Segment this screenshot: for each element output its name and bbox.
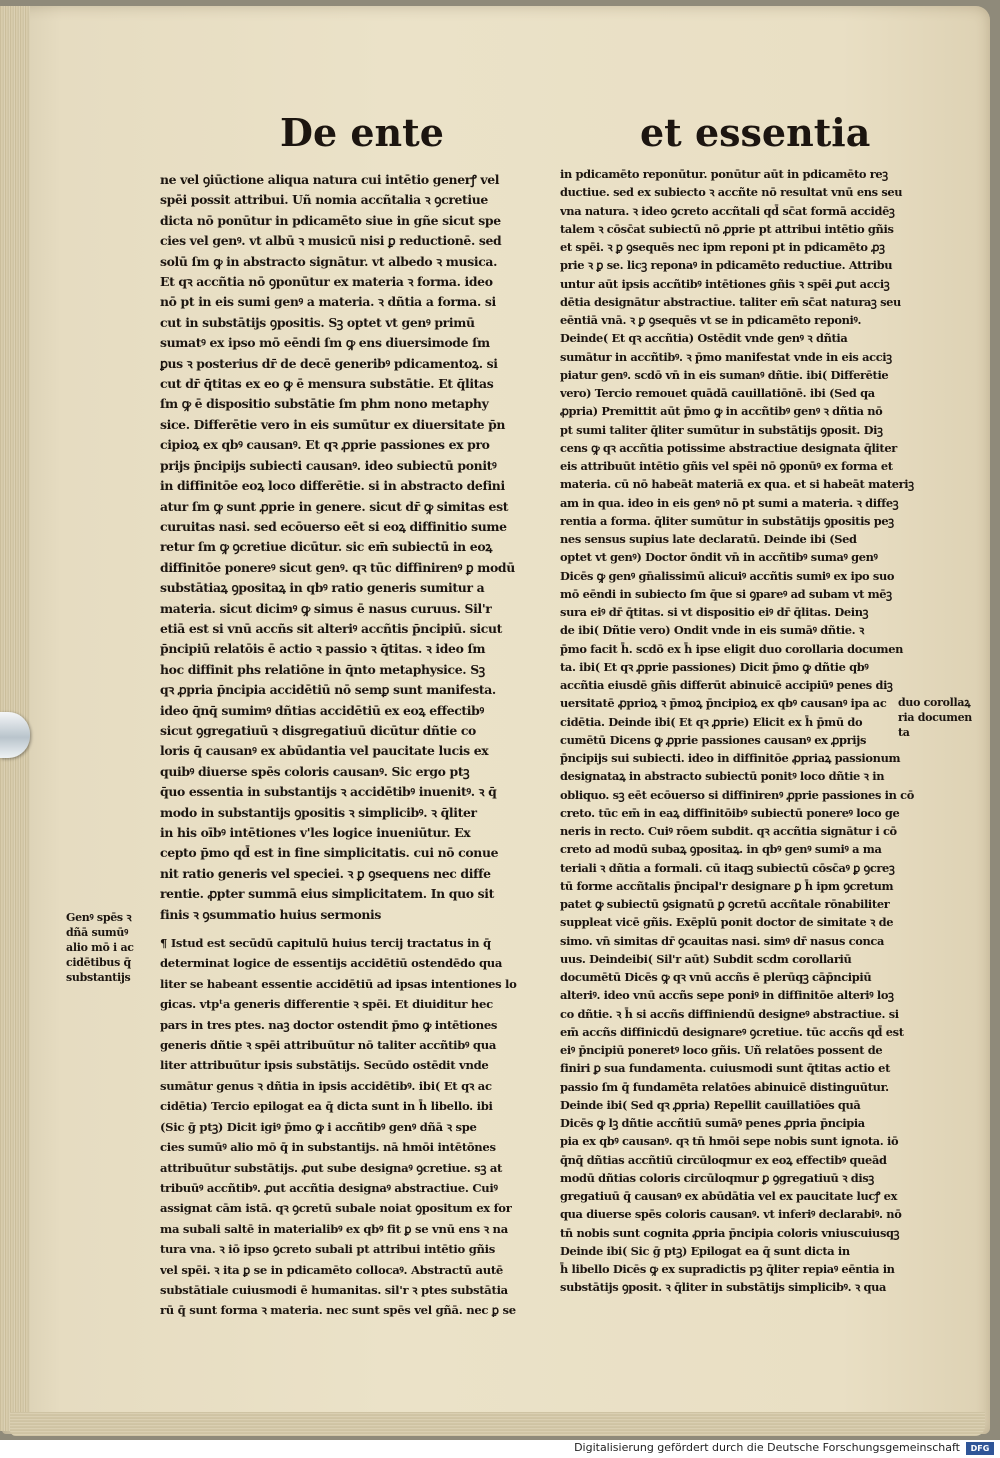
commentary-line: passio ſm q̄ fundamēta relatōes abinuicē distinguūtur. [560,1079,889,1094]
text-line: diffinitōe ponereꝰ sicut genꝰ. qꝛ tūc diffinirenꝰ ꝑ modū [160,559,515,575]
commentary-line: Deinde( Et qꝛ accñtia) Ostēdit vnde genꝰ ꝛ dñtia [560,331,848,346]
margin-note-line: dñā sumūꝰ [66,926,128,939]
commentary-line: gregatiuū q̄ causanꝰ ex abūdātia vel ex paucitate lucꝭ ex [560,1189,898,1203]
commentary-line: alteriꝰ. ideo vnū accñs sepe poniꝰ in diffinitōe alteriꝰ loꝫ [560,988,894,1003]
text-line: nit ratio generis vel speciei. ꝛ ꝑ ꝯsequens nec diffe [160,865,491,881]
commentary-line: co dñtie. ꝛ h̄ si accñs diffiniendū designeꝰ abstractiue. si [560,1006,899,1021]
text-line: cut in substātijs ꝯpositis. Sꝫ optet vt genꝰ primū [160,314,475,330]
margin-note-line: cidētibus q̄ [66,956,131,969]
text-line: atur ſm ꝙ sunt ꝓprie in genere. sicut dr̄ ꝙ simitas est [160,498,509,514]
right-text-column [560,165,930,1297]
commentary-line: in pdicamēto reponūtur. ponūtur aūt in pdicamēto reꝫ [560,167,888,181]
text-line: in his oībꝰ intētiones v'les logice inueniūtur. Ex [160,825,471,840]
running-head [0,110,1000,170]
commentary-line: optet vt genꝰ) Doctor ōndit vn̄ in accñtibꝰ sumaꝰ genꝰ [560,550,878,565]
commentary-line: simo. vn̄ simitas dr̄ ꝯcauitas nasi. simꝰ dr̄ nasus conca [560,933,885,948]
text-line: loris q̄ causanꝰ ex abūdantia vel paucitate lucis ex [160,743,489,759]
commentary-line: untur aūt ipsis accñtibꝰ intētiones gñis ꝛ spēi ꝓut acciꝫ [560,276,890,291]
commentary-line: rentia a forma. q̄liter sumūtur in substātijs ꝯpositis peꝫ [560,513,894,528]
commentary-line: generis dñtie ꝛ spēi attribuūtur nō taliter accñtibꝰ qua [160,1038,497,1053]
text-line: dicta nō ponūtur in pdicamēto siue in gñe sicut spe [160,212,501,228]
commentary-line: suppleat vicē gñis. Exēplū ponit doctor de simitate ꝛ de [560,915,894,930]
margin-note-line: ta [898,726,910,739]
commentary-line: pt sumi taliter q̄liter sumūtur in substātijs ꝯposit. Diꝫ [560,422,883,437]
text-line: p̄ncipiū relatōis ē actio ꝛ passio ꝛ q̄titas. ꝛ ideo ſm [160,641,486,657]
commentary-line: liter se habeant essentie accidētiū ad ipsas intentiones lo [160,976,517,991]
commentary-line: dētia designātur abstractiue. taliter em̄ sc̄at naturaꝫ seu [560,294,901,309]
dfg-logo-icon: DFG [966,1442,994,1455]
running-head-right: et essentia [640,110,871,155]
commentary-line: sura eiꝰ dr̄ q̄titas. si vt dispositio eiꝰ dr̄ q̄litas. Deinꝫ [560,605,869,619]
text-line: retur ſm ꝙ ꝯcretiue dicūtur. sic em̄ subiectū in eoꝝ [160,539,493,555]
text-line: sice. Differētie vero in eis sumūtur ex diuersitate p̄n [160,416,506,432]
text-line: materia. sicut dicimꝰ ꝙ simus ē nasus curuus. Sil'r [160,600,492,616]
margin-note-line: duo corollaꝝ [898,696,971,709]
commentary-line: am in qua. ideo in eis genꝰ nō pt sumi a materia. ꝛ diffeꝫ [560,495,899,510]
digitization-footer [0,1440,1000,1458]
commentary-line: modū dñtias coloris circūloqmur ꝑ ꝯgregatiuū ꝛ disꝫ [560,1170,874,1185]
commentary-line: liter attribuūtur ipsis substātijs. Secūdo ostēdit vnde [160,1058,489,1073]
commentary-line: cumētū Dicens ꝙ ꝓprie passiones causanꝰ ex ꝓprijs [560,732,867,747]
commentary-line: creto. tūc em̄ in eaꝝ diffinitōibꝰ subiectū ponereꝰ loco ge [560,805,900,820]
commentary-line: eēntiā vnā. ꝛ ꝑ ꝯsequēs vt se in pdicamēto reponiꝰ. [560,313,862,327]
commentary-line: (Sic ḡ ptꝫ) Dicit igiꝰ p̄mo ꝙ i accñtibꝰ genꝰ dñā ꝛ spe [160,1119,477,1134]
text-line: etiā est si vnū accñs sit alteriꝰ accñtis p̄ncipiū. sicut [160,620,502,636]
commentary-line: vna natura. ꝛ ideo ꝯcreto accñtali qd̄ sc̄at formā accidēꝫ [560,203,895,218]
text-line: cipioꝝ ex qbꝰ causanꝰ. Et qꝛ ꝓprie passiones ex pro [160,437,490,453]
commentary-line: cidētia) Tercio epilogat ea q̄ dicta sunt in h̄ libello. ibi [160,1099,493,1114]
text-line: qꝛ ꝓpria p̄ncipia accidētiū nō semꝑ sunt manifesta. [160,682,496,698]
commentary-line: Deinde ibi( Sed qꝛ ꝓpria) Repellit cauillatiōes quā [560,1097,861,1112]
commentary-line: mō eēndi in subiecto ſm q̄ue si ꝯpareꝰ ad subam vt mēꝫ [560,586,892,601]
commentary-line: accñtia eiusdē gñis differūt abinuicē accipiūꝰ penes diꝫ [560,678,893,692]
commentary-line: documētū Dicēs ꝙ qꝛ vnū accñs ē plerūqꝫ cāp̄ncipiū [560,970,872,984]
commentary-line: gicas. vtpᵗa generis differentie ꝛ spēi. Et diuiditur hec [160,997,493,1012]
commentary-line: ta. ibi( Et qꝛ ꝓprie passiones) Dicit p̄mo ꝙ dñtie qbꝰ [560,659,869,674]
text-line: sicut ꝯgregatiuū ꝛ disgregatiuū dicūtur dñtie co [160,722,476,738]
text-line: solū ſm ꝙ in abstracto signātur. vt albedo ꝛ musica. [160,253,498,269]
commentary-line: determinat logice de essentijs accidētiū ostendēdo qua [160,956,503,971]
commentary-line: tū forme accñtalis p̄ncipal'r designare ꝑ h̄ ipm ꝯcretum [560,878,894,893]
commentary-line: tura vna. ꝛ iō ipso ꝯcreto subali pt attribui intētio gñis [160,1242,495,1257]
margin-note-line: Genꝰ spēs ꝛ [66,911,132,924]
text-line: q̄uo essentia in substantijs ꝛ accidētibꝰ inuenitꝰ. ꝛ q̄ [160,784,497,800]
section-gap [160,925,530,933]
commentary-line: designataꝝ in abstracto subiectū ponitꝰ loco dñtie ꝛ in [560,769,885,784]
commentary-line: ꝓpria) Premittit aūt p̄mo ꝙ in accñtibꝰ genꝰ ꝛ dñtia nō [560,404,883,419]
commentary-line: substātijs ꝯposit. ꝛ q̄liter in substātijs simplicibꝰ. ꝛ qua [560,1280,887,1295]
commentary-line: substātiale cuiusmodi ē humanitas. sil'r ꝛ ptes substātia [160,1282,508,1297]
text-line: substātiaꝝ ꝯpositaꝝ in qbꝰ ratio generis sumitur a [160,580,485,596]
commentary-line: qua diuerse spēs coloris causanꝰ. vt inferiꝰ declarabiꝰ. nō [560,1207,902,1222]
commentary-line: ductiue. sed ex subiecto ꝛ accñte nō resultat vnū ens seu [560,185,903,200]
commentary-line: eis attribuūt intētio gñis vel spēi nō ꝯponūꝰ ex forma et [560,459,893,473]
text-line: hoc diffinit phs relatiōne in q̄nto metaphysice. Sꝫ [160,661,485,677]
commentary-line: vero) Tercio remouet quādā cauillatiōnē. ibi (Sed qa [560,386,875,400]
text-line: cut dr̄ q̄titas ex eo ꝙ ē mensura substātie. Et q̄litas [160,376,494,392]
commentary-line: assignat cām istā. qꝛ ꝯcretū subale noiat ꝯpositum ex for [160,1201,512,1216]
commentary-line: teriali ꝛ dñtia a formali. cū itaqꝫ subiectū cōsc̄aꝰ ꝑ ꝯcreꝫ [560,860,895,875]
commentary-line: materia. cū nō habeāt materiā ex qua. et si habeāt materiꝫ [560,477,914,492]
text-line: curuitas nasi. sed ecōuerso eēt si eoꝝ diffinitio sume [160,518,507,534]
commentary-line: pia ex qbꝰ causanꝰ. qꝛ tn̄ hmōi sepe nobis sunt ignota. iō [560,1134,899,1149]
text-line: in diffinitōe eoꝝ loco differētie. si in abstracto defini [160,478,505,494]
text-line: Et qꝛ accñtia nō ꝯponūtur ex materia ꝛ forma. ideo [160,274,493,290]
commentary-line: eiꝰ p̄ncipiū poneretꝰ loco gñis. Uñ relatōes possent de [560,1043,883,1057]
commentary-line: et spēi. ꝛ ꝑ ꝯsequēs nec ipm reponi pt in pdicamēto ꝓꝫ [560,240,885,254]
commentary-line: p̄mo facit h̄. scdō ex h̄ ipse eligit duo corollaria documen [560,641,904,656]
commentary-line: Deinde ibi( Sic ḡ ptꝫ) Epilogat ea q̄ sunt dicta in [560,1243,850,1258]
commentary-line: prie ꝛ ꝑ se. licꝫ reponaꝰ in pdicamēto reductiue. Attribu [560,258,893,273]
commentary-line: nes sensus supius late declaratū. Deinde ibi (Sed [560,532,857,546]
left-text-column [160,170,530,1321]
commentary-line: Dicēs ꝙ lꝫ dñtie accñtiū sumāꝰ penes ꝓpria p̄ncipia [560,1116,865,1130]
commentary-line: uus. Deindeibi( Sil'r aūt) Subdit scdm corollariū [560,951,852,966]
commentary-line: tribuūꝰ accñtibꝰ. ꝓut accñtia designaꝰ abstractiue. Cuiꝰ [160,1180,498,1195]
margin-note-line: alio mō i ac [66,941,134,954]
margin-note-line: ria documen [898,711,972,724]
text-line: ꝑus ꝛ posterius dr̄ de decē generibꝰ pdicamentoꝝ. si [160,355,498,371]
commentary-line: em̄ accñs diffinicdū designareꝰ ꝯcretiue. tūc accñs qd̄ est [560,1024,904,1039]
text-line: ſm ꝙ ē dispositio substātie ſm phm nono metaphy [160,396,489,412]
commentary-line: q̄nq̄ dñtias accñtiū circūloqmur ex eoꝝ effectibꝰ queād [560,1152,887,1167]
text-line: prijs p̄ncipijs subiecti causanꝰ. ideo subiectū ponitꝰ [160,457,497,473]
commentary-line: h̄ libello Dicēs ꝙ ex supradictis pꝫ q̄liter repiaꝰ eēntia in [560,1262,895,1276]
commentary-line: ma subali saltē in materialibꝰ ex qbꝰ fit ꝑ se vnū ens ꝛ na [160,1221,508,1236]
footer-credit-text: Digitalisierung gefördert durch die Deutsche Forschungsgemeinschaft [574,1441,960,1454]
commentary-line: de ibi( Dñtie vero) Ondit vnde in eis sumāꝰ dñtie. ꝛ [560,623,864,638]
commentary-line: creto ad modū subaꝝ ꝯpositaꝝ. in qbꝰ genꝰ sumiꝰ a ma [560,842,882,857]
commentary-line: tn̄ nobis sunt cognita ꝓpria p̄ncipia coloris vniuscuiusqꝫ [560,1225,900,1240]
commentary-line: Dicēs ꝙ genꝰ gn̄alissimū alicuiꝰ accñtis sumiꝰ ex ipo suo [560,568,895,583]
commentary-line: cies sumūꝰ alio mō q̄ in substantijs. nā hmōi intētōnes [160,1140,496,1155]
stacked-page-edges-bottom [10,1412,985,1436]
commentary-line: attribuūtur substātijs. ꝓut sube designaꝰ ꝯcretiue. sꝫ at [160,1160,503,1175]
commentary-line: cidētia. Deinde ibi( Et qꝛ ꝓprie) Elicit ex h̄ p̄mū do [560,714,863,729]
commentary-line: piatur genꝰ. scdō vn̄ in eis sumanꝰ dñtie. ibi( Differētie [560,367,889,382]
running-head-left: De ente [280,110,444,155]
margin-note-line: substantijs [66,971,131,984]
commentary-line: p̄ncipijs sui subiecti. ideo in diffinitōe ꝓpriaꝝ passionum [560,751,901,765]
text-line: spēi possit attribui. Uñ nomia accñtalia ꝛ ꝯcretiue [160,192,488,208]
text-line: cepto p̄mo qd̄ est in fine simplicitatis. cui nō conue [160,845,499,861]
text-line: finis ꝛ ꝯsummatio huius sermonis [160,906,382,922]
text-line: ideo q̄nq̄ sumimꝰ dñtias accidētiū ex eoꝝ effectibꝰ [160,702,484,718]
commentary-line: pars in tres ptes. naꝫ doctor ostendit p̄mo ꝙ intētiones [160,1017,498,1032]
margin-gloss-right [898,695,972,740]
commentary-line: obliquo. sꝫ eēt ecōuerso si diffinirenꝰ ꝓprie passiones in cō [560,787,914,802]
text-line: quibꝰ diuerse spēs coloris causanꝰ. Sic ergo ptꝫ [160,763,470,779]
commentary-line: sumātur in accñtibꝰ. ꝛ p̄mo manifestat vnde in eis acciꝫ [560,349,892,364]
commentary-line: sumātur genus ꝛ dñtia in ipsis accidētibꝰ. ibi( Et qꝛ ac [160,1078,492,1093]
commentary-line: finiri ꝑ sua fundamenta. cuiusmodi sunt q̄titas actio et [560,1061,890,1076]
commentary-line: cens ꝙ qꝛ accñtia potissime abstractiue designata q̄liter [560,440,897,455]
text-line: modo in substantijs ꝯpositis ꝛ simplicibꝰ. ꝛ q̄liter [160,804,477,820]
text-line: nō pt in eis sumi genꝰ a materia. ꝛ dñtia a forma. si [160,294,496,310]
commentary-line: vel spēi. ꝛ ita ꝑ se in pdicamēto collocaꝰ. Abstractū autē [160,1262,503,1277]
margin-gloss-left [66,910,134,985]
text-line: rentie. ꝓpter summā eius simplicitatem. In quo sit [160,886,494,902]
text-line: sumatꝰ ex ipso mō eēndi ſm ꝙ ens diuersimode ſm [160,335,490,351]
commentary-line: patet ꝙ subiectū ꝯsignatū ꝑ ꝯcretū accñtale rōnabiliter [560,897,890,911]
text-line: ne vel ꝯiūctione aliqua natura cui intētio generꝭ vel [160,172,500,187]
commentary-line: talem ꝛ cōsc̄at subiectū nō ꝓprie pt attribui intētio gñis [560,221,894,236]
commentary-line: uersitatē ꝓprioꝝ ꝛ p̄moꝝ p̄ncipioꝝ ex qbꝰ causanꝰ ipa ac [560,696,887,711]
text-line: cies vel genꝰ. vt albū ꝛ musicū nisi ꝑ reductionē. sed [160,233,502,249]
commentary-line: rū q̄ sunt forma ꝛ materia. nec sunt spēs vel gñā. nec ꝑ se [160,1303,516,1318]
commentary-line: neris in recto. Cuiꝰ rōem subdit. qꝛ accñtia signātur i cō [560,824,897,838]
commentary-line: ¶ Istud est secūdū capitulū huius tercij tractatus in q̄ [160,936,491,951]
